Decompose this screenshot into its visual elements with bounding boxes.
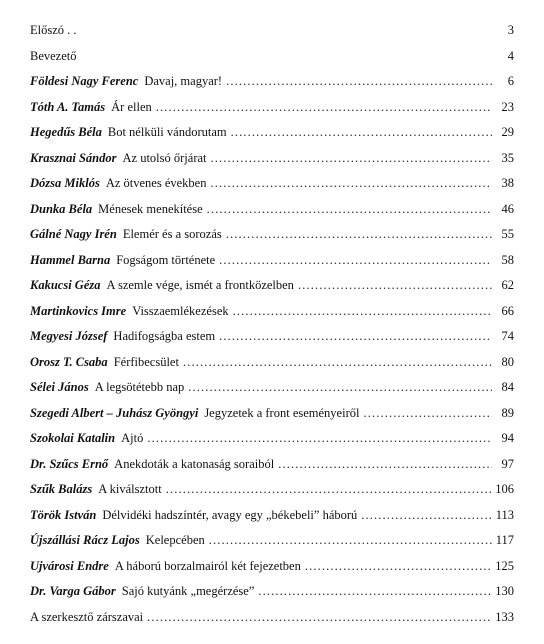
dot-leader xyxy=(219,248,492,274)
dot-leader xyxy=(147,605,491,631)
toc-page-number: 55 xyxy=(501,227,514,241)
toc-page-number: 94 xyxy=(501,431,514,445)
toc-title: Anekdoták a katonaság soraiból xyxy=(114,456,275,471)
toc-page-number: 62 xyxy=(501,278,514,292)
toc-entry xyxy=(30,426,514,452)
toc-title: A szerkesztő zárszavai xyxy=(30,609,144,624)
toc-page-number: 66 xyxy=(501,303,514,318)
toc-title: Hadifogságba estem xyxy=(113,329,216,343)
dot-leader xyxy=(147,426,492,452)
toc-page-number: 130 xyxy=(495,584,514,598)
toc-author: Szűk Balázs xyxy=(30,482,93,496)
toc-entry xyxy=(30,324,514,350)
dot-leader xyxy=(231,120,492,146)
toc-entry xyxy=(30,401,514,427)
toc-title: A kiválsztott xyxy=(98,482,162,496)
dot-leader xyxy=(278,452,492,478)
toc-entry xyxy=(30,69,514,95)
toc-entry xyxy=(30,503,514,529)
toc-entry xyxy=(30,554,514,580)
dot-leader xyxy=(258,579,491,605)
toc-title: Férfibecsület xyxy=(113,354,179,369)
toc-author: Újszállási Rácz Lajos xyxy=(30,533,140,547)
toc-title: Ajtó xyxy=(121,431,144,445)
toc-page-number: 125 xyxy=(495,558,514,573)
dot-leader xyxy=(226,222,492,248)
toc-author: Kakucsi Géza xyxy=(30,278,101,292)
toc-page-number: 80 xyxy=(501,354,514,369)
toc-author: Megyesi József xyxy=(30,329,108,343)
toc-page-number: 3 xyxy=(507,23,514,37)
toc-title: Davaj, magyar! xyxy=(144,74,223,88)
toc-entry xyxy=(30,95,514,121)
toc-title: Kelepcében xyxy=(145,533,205,547)
toc-author: Török István xyxy=(30,507,97,522)
toc-author: Dunka Béla xyxy=(30,201,93,216)
toc-author: Dr. Varga Gábor xyxy=(30,584,116,598)
toc-entry xyxy=(30,197,514,223)
toc-author: Martinkovics Imre xyxy=(30,303,127,318)
toc-page-number: 29 xyxy=(501,125,514,139)
toc-page-number: 46 xyxy=(501,201,514,216)
toc-page-number: 35 xyxy=(501,150,514,165)
toc-entry xyxy=(30,350,514,376)
toc-page-number: 23 xyxy=(501,99,514,114)
dot-leader xyxy=(226,69,492,95)
toc-title: A legsötétebb nap xyxy=(94,380,185,394)
toc-entry xyxy=(30,146,514,172)
toc-entry xyxy=(30,452,514,478)
toc-page-number: 4 xyxy=(507,48,514,63)
toc-author: Krasznai Sándor xyxy=(30,150,117,165)
toc-title: Sajó kutyánk „megérzése” xyxy=(121,584,255,598)
toc-author: Dózsa Miklós xyxy=(30,176,100,190)
toc-title: Délvidéki hadszíntér, avagy egy „békebeli” háború xyxy=(102,507,358,522)
dot-leader xyxy=(210,171,492,197)
toc-entry xyxy=(30,44,514,70)
toc-author: Tóth A. Tamás xyxy=(30,99,106,114)
dot-leader xyxy=(211,146,492,172)
table-of-contents xyxy=(30,18,514,630)
dot-leader xyxy=(305,554,491,580)
toc-page-number: 97 xyxy=(501,456,514,471)
toc-entry xyxy=(30,605,514,631)
toc-entry xyxy=(30,222,514,248)
dot-leader xyxy=(188,375,492,401)
dot-leader xyxy=(363,401,492,427)
toc-entry xyxy=(30,375,514,401)
toc-author: Hegedűs Béla xyxy=(30,125,102,139)
toc-entry xyxy=(30,299,514,325)
toc-author: Szegedi Albert – Juhász Gyöngyi xyxy=(30,405,199,420)
toc-page-number: 84 xyxy=(501,380,514,394)
toc-title: Jegyzetek a front eseményeiről xyxy=(204,405,360,420)
toc-author: Orosz T. Csaba xyxy=(30,354,108,369)
toc-author: Hammel Barna xyxy=(30,252,111,267)
toc-page-number: 74 xyxy=(501,329,514,343)
dot-leader xyxy=(361,503,491,529)
toc-title: Bevezető xyxy=(30,48,77,63)
toc-title: Az ötvenes években xyxy=(105,176,207,190)
dot-leader xyxy=(166,477,492,503)
toc-title: Elemér és a sorozás xyxy=(122,227,222,241)
toc-title: A szemle vége, ismét a frontközelben xyxy=(106,278,294,292)
toc-author: Szokolai Katalin xyxy=(30,431,116,445)
toc-title: Ménesek menekítése xyxy=(98,201,203,216)
toc-page-number: 89 xyxy=(501,405,514,420)
dot-leader xyxy=(156,95,492,121)
toc-title: Előszó . . xyxy=(30,23,77,37)
toc-author: Földesi Nagy Ferenc xyxy=(30,74,139,88)
toc-title: A háború borzalmairól két fejezetben xyxy=(114,558,301,573)
toc-entry xyxy=(30,273,514,299)
toc-page-number: 117 xyxy=(495,533,514,547)
toc-author: Ujvárosi Endre xyxy=(30,558,109,573)
dot-leader xyxy=(219,324,492,350)
toc-title: Bot nélküli vándorutam xyxy=(107,125,227,139)
toc-page-number: 58 xyxy=(501,252,514,267)
toc-entry xyxy=(30,171,514,197)
dot-leader xyxy=(233,299,492,325)
toc-title: Visszaemlékezések xyxy=(132,303,229,318)
toc-author: Gálné Nagy Irén xyxy=(30,227,117,241)
toc-author: Dr. Szűcs Ernő xyxy=(30,456,109,471)
toc-entry xyxy=(30,528,514,554)
toc-entry xyxy=(30,248,514,274)
toc-page-number: 106 xyxy=(495,482,514,496)
dot-leader xyxy=(207,197,492,223)
toc-page-number: 38 xyxy=(501,176,514,190)
dot-leader xyxy=(209,528,492,554)
toc-entry xyxy=(30,18,514,44)
toc-author: Sélei János xyxy=(30,380,89,394)
toc-entry xyxy=(30,579,514,605)
toc-entry xyxy=(30,477,514,503)
dot-leader xyxy=(183,350,492,376)
dot-leader xyxy=(298,273,492,299)
toc-page-number: 133 xyxy=(495,609,514,624)
toc-entry xyxy=(30,120,514,146)
toc-title: Fogságom története xyxy=(116,252,216,267)
toc-title: Az utolsó őrjárat xyxy=(122,150,207,165)
toc-title: Ár ellen xyxy=(111,99,152,114)
toc-page-number: 113 xyxy=(495,507,514,522)
toc-page-number: 6 xyxy=(507,74,514,88)
